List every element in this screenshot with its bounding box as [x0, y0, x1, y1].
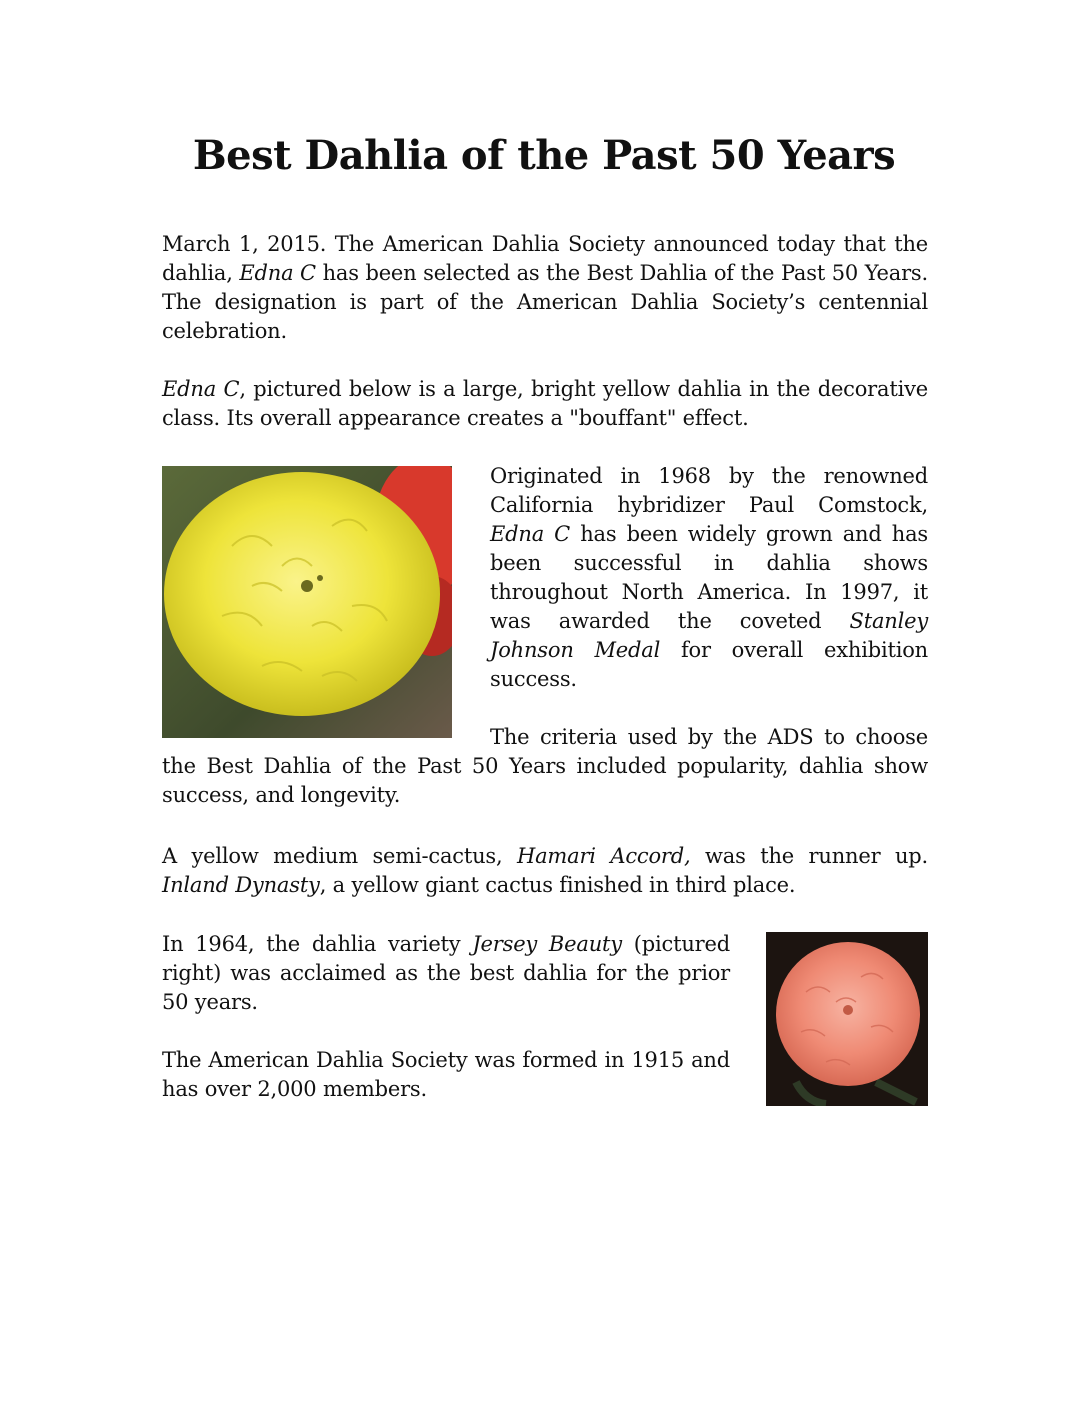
text-run: has been selected as the Best Dahlia of the Past 50 Years. The designation is part of the American Dahlia Society’s centennial celebration. [162, 261, 928, 343]
origin-section [162, 462, 928, 839]
italic-variety-name: Edna C [239, 261, 316, 285]
italic-medal-name: Stanley Johnson Medal [490, 609, 928, 662]
text-run: , pictured below is a large, bright yellow dahlia in the decorative class. Its overall appearance creates a "bouffant" effect. [162, 377, 928, 430]
italic-variety-name: Jersey Beauty [472, 932, 622, 956]
italic-variety-name: Edna C [490, 522, 571, 546]
text-run: (pictured right) was acclaimed as the best dahlia for the prior 50 years. [162, 932, 730, 1014]
text-run: In 1964, the dahlia variety [162, 932, 473, 956]
paragraph-announcement [162, 230, 928, 346]
page-title: Best Dahlia of the Past 50 Years [192, 132, 896, 179]
text-run: The criteria used by the ADS to choose the Best Dahlia of the Past 50 Years included popularity, dahlia show success, and longevity. [162, 725, 928, 807]
text-run: A yellow medium semi-cactus, [162, 844, 517, 868]
yellow-dahlia-image [162, 466, 452, 738]
text-run: , a yellow giant cactus finished in third place. [319, 873, 796, 897]
text-run: Originated in 1968 by the renowned California hybridizer Paul Comstock, [490, 464, 928, 517]
history-section [162, 930, 928, 1133]
italic-variety-name: Hamari Accord, [517, 844, 691, 868]
text-run: The American Dahlia Society was formed in 1915 and has over 2,000 members. [162, 1048, 730, 1101]
pink-dahlia-image [766, 932, 928, 1106]
text-run: has been widely grown and has been successful in dahlia shows throughout North America. In 1997, it was awarded the coveted [490, 522, 928, 633]
text-run: March 1, 2015. The American Dahlia Society announced today that the dahlia, [162, 232, 928, 285]
paragraph-runners-up [162, 842, 928, 900]
italic-variety-name: Edna C [162, 377, 240, 401]
edna-c-photo [162, 466, 452, 738]
jersey-beauty-photo [766, 932, 928, 1106]
text-run: for overall exhibition success. [490, 638, 928, 691]
text-run: was the runner up. [690, 844, 928, 868]
italic-variety-name: Inland Dynasty [162, 873, 320, 897]
paragraph-description [162, 375, 928, 433]
